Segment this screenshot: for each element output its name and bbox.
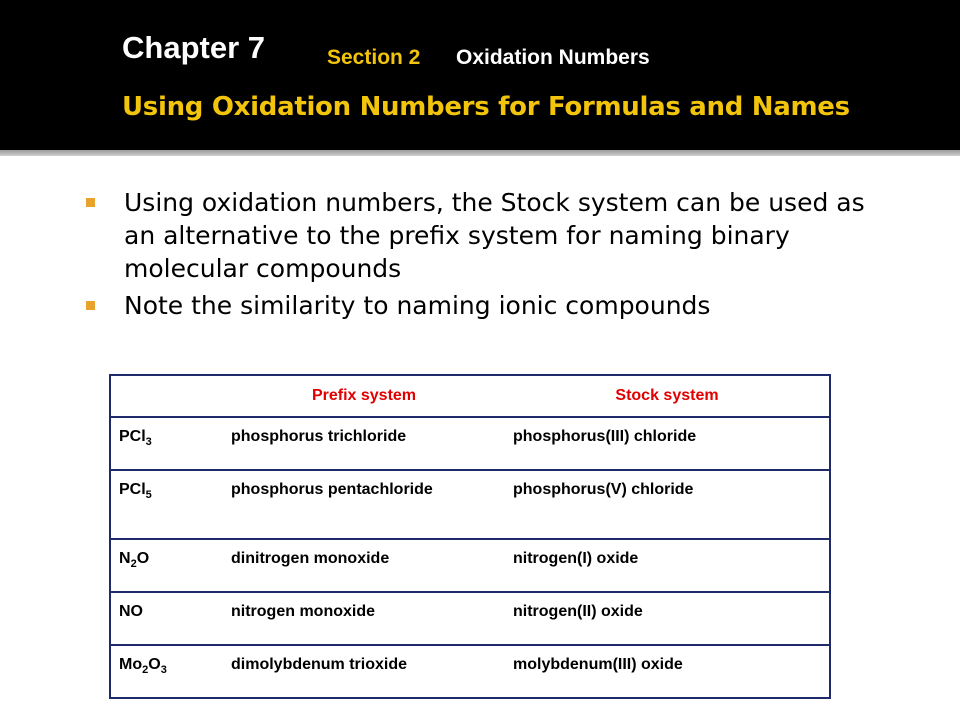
slide-body bbox=[0, 156, 960, 720]
formula-cell bbox=[110, 592, 223, 645]
column-header-prefix: Prefix system bbox=[223, 375, 505, 417]
formula-cell bbox=[110, 417, 223, 470]
formula-text: N bbox=[119, 550, 131, 567]
formula-text: O bbox=[136, 550, 150, 567]
formula-text: O bbox=[148, 656, 161, 673]
formula-subscript: 3 bbox=[160, 664, 167, 677]
formula-subscript: 2 bbox=[130, 558, 137, 571]
naming-table bbox=[109, 374, 831, 699]
formula-cell bbox=[110, 470, 223, 539]
formula-subscript: 2 bbox=[142, 664, 149, 677]
chapter-label: Chapter 7 bbox=[122, 30, 265, 65]
stock-name-cell: nitrogen(I) oxide bbox=[505, 539, 830, 592]
bullet-item bbox=[80, 186, 880, 285]
bullet-text: Note the similarity to naming ionic compounds bbox=[124, 291, 711, 320]
square-bullet-icon bbox=[86, 301, 95, 310]
table-row bbox=[110, 645, 830, 698]
slide-header bbox=[0, 0, 960, 152]
formula-text: NO bbox=[119, 603, 143, 620]
bullet-text: Using oxidation numbers, the Stock system can be used as an alternative to the prefix system for naming binary molecular compounds bbox=[124, 188, 865, 283]
column-header-stock: Stock system bbox=[505, 375, 830, 417]
table-row bbox=[110, 539, 830, 592]
bullet-list bbox=[80, 186, 880, 326]
prefix-name-cell: dimolybdenum trioxide bbox=[223, 645, 505, 698]
formula-subscript: 3 bbox=[145, 436, 152, 449]
formula-cell bbox=[110, 539, 223, 592]
table-row bbox=[110, 470, 830, 539]
square-bullet-icon bbox=[86, 198, 95, 207]
formula-subscript: 5 bbox=[145, 489, 152, 502]
section-topic: Oxidation Numbers bbox=[456, 46, 650, 69]
formula-cell bbox=[110, 645, 223, 698]
slide-title: Using Oxidation Numbers for Formulas and Names bbox=[122, 92, 850, 122]
prefix-name-cell: dinitrogen monoxide bbox=[223, 539, 505, 592]
stock-name-cell: molybdenum(III) oxide bbox=[505, 645, 830, 698]
table-row bbox=[110, 592, 830, 645]
prefix-name-cell: nitrogen monoxide bbox=[223, 592, 505, 645]
stock-name-cell: nitrogen(II) oxide bbox=[505, 592, 830, 645]
formula-text: PCl bbox=[119, 428, 146, 445]
formula-text: Mo bbox=[119, 656, 143, 673]
formula-text: PCl bbox=[119, 481, 146, 498]
bullet-item bbox=[80, 289, 880, 322]
stock-name-cell: phosphorus(V) chloride bbox=[505, 470, 830, 539]
column-header-formula bbox=[110, 375, 223, 417]
table-header-row bbox=[110, 375, 830, 417]
stock-name-cell: phosphorus(III) chloride bbox=[505, 417, 830, 470]
prefix-name-cell: phosphorus trichloride bbox=[223, 417, 505, 470]
table-row bbox=[110, 417, 830, 470]
prefix-name-cell: phosphorus pentachloride bbox=[223, 470, 505, 539]
section-label: Section 2 bbox=[327, 46, 421, 69]
